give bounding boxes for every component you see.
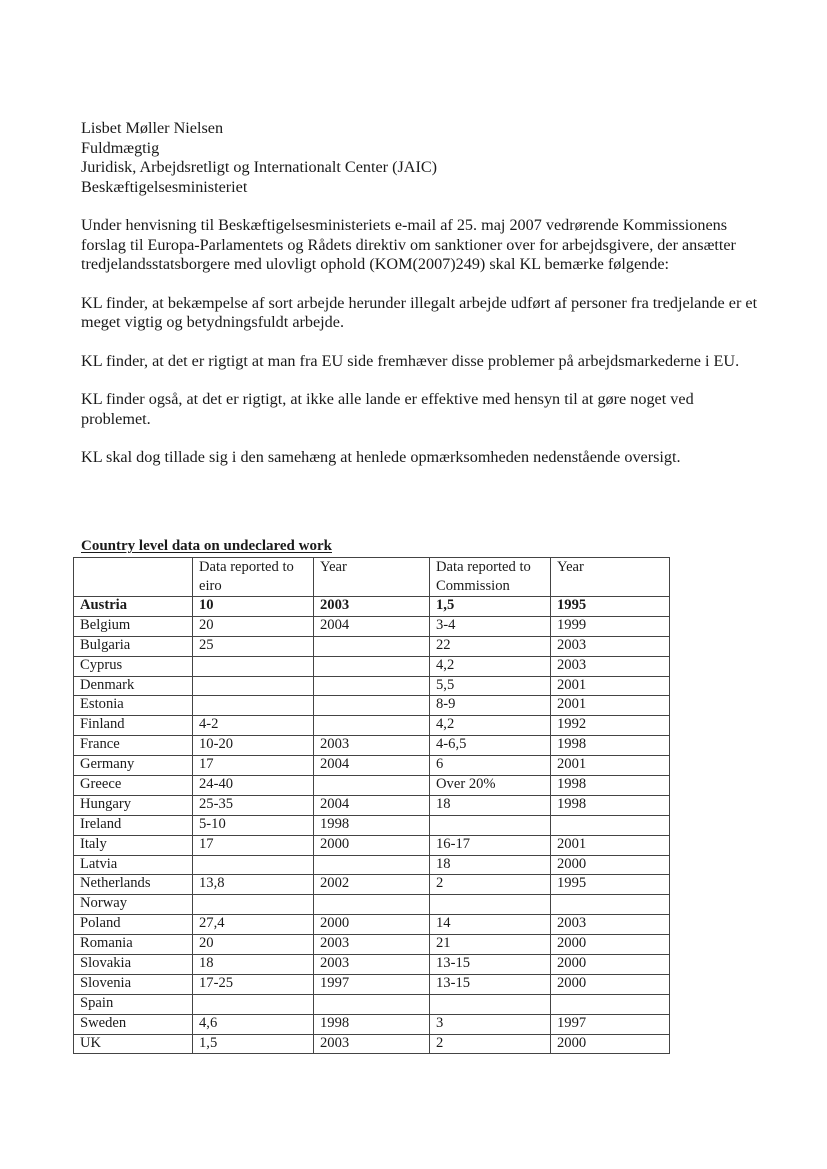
cell-commission-data: 21 xyxy=(430,935,551,955)
cell-commission-data: 5,5 xyxy=(430,676,551,696)
cell-country: Romania xyxy=(74,935,193,955)
sender-department: Juridisk, Arbejdsretligt og Internationalt Center (JAIC) xyxy=(81,158,438,176)
cell-country: Sweden xyxy=(74,1014,193,1034)
cell-eiro-data: 10 xyxy=(193,597,314,617)
cell-commission-year: 2000 xyxy=(551,855,670,875)
cell-eiro-year: 2003 xyxy=(314,597,430,617)
cell-commission-data: 14 xyxy=(430,915,551,935)
cell-eiro-data: 17 xyxy=(193,835,314,855)
cell-commission-year: 2003 xyxy=(551,915,670,935)
table-row xyxy=(74,895,670,915)
table-row xyxy=(74,616,670,636)
cell-commission-data: 2 xyxy=(430,1034,551,1054)
cell-country: Spain xyxy=(74,994,193,1014)
table-row xyxy=(74,716,670,736)
cell-country: Slovakia xyxy=(74,955,193,975)
table-title: Country level data on undeclared work xyxy=(81,538,332,554)
table-row xyxy=(74,795,670,815)
cell-eiro-year: 2004 xyxy=(314,756,430,776)
cell-commission-data: 13-15 xyxy=(430,974,551,994)
cell-commission-year xyxy=(551,994,670,1014)
table-row xyxy=(74,1034,670,1054)
cell-commission-year: 2003 xyxy=(551,636,670,656)
cell-eiro-year xyxy=(314,696,430,716)
cell-eiro-data: 13,8 xyxy=(193,875,314,895)
cell-eiro-data: 4-2 xyxy=(193,716,314,736)
cell-commission-year xyxy=(551,895,670,915)
cell-commission-data xyxy=(430,895,551,915)
cell-country: Cyprus xyxy=(74,656,193,676)
cell-eiro-year: 2003 xyxy=(314,736,430,756)
cell-commission-data: 13-15 xyxy=(430,955,551,975)
cell-commission-data: 18 xyxy=(430,795,551,815)
cell-commission-data: 4-6,5 xyxy=(430,736,551,756)
cell-eiro-year xyxy=(314,895,430,915)
header-commission-year: Year xyxy=(551,558,670,597)
header-eiro-year: Year xyxy=(314,558,430,597)
cell-eiro-year xyxy=(314,676,430,696)
cell-eiro-year: 2004 xyxy=(314,795,430,815)
cell-eiro-year: 2003 xyxy=(314,955,430,975)
cell-eiro-data xyxy=(193,895,314,915)
cell-eiro-year xyxy=(314,636,430,656)
cell-eiro-year: 2003 xyxy=(314,935,430,955)
cell-eiro-year: 1998 xyxy=(314,815,430,835)
cell-country: Bulgaria xyxy=(74,636,193,656)
cell-eiro-year xyxy=(314,994,430,1014)
cell-eiro-year: 2000 xyxy=(314,915,430,935)
table-row xyxy=(74,974,670,994)
paragraph-intro: Under henvisning til Beskæftigelsesministeriets e-mail af 25. maj 2007 vedrørende Kommissionens forslag til Europa-Parlamentets og Rådets direktiv om sanktioner over for arbejdsgivere, der ansætter tredjelandsstatsborgere med ulovligt ophold (KOM(2007)249) skal KL bemærke følgende: xyxy=(81,216,736,273)
cell-commission-data: 1,5 xyxy=(430,597,551,617)
table-row xyxy=(74,955,670,975)
table-row xyxy=(74,855,670,875)
cell-commission-data xyxy=(430,815,551,835)
cell-commission-data: 4,2 xyxy=(430,716,551,736)
cell-commission-year: 1997 xyxy=(551,1014,670,1034)
header-country xyxy=(74,558,193,597)
cell-country: Hungary xyxy=(74,795,193,815)
cell-commission-year: 2001 xyxy=(551,756,670,776)
paragraph-3: KL finder også, at det er rigtigt, at ikke alle lande er effektive med hensyn til at gøre noget ved problemet. xyxy=(81,390,694,428)
cell-country: Estonia xyxy=(74,696,193,716)
cell-country: Ireland xyxy=(74,815,193,835)
table-row xyxy=(74,1014,670,1034)
cell-country: UK xyxy=(74,1034,193,1054)
table-row xyxy=(74,696,670,716)
cell-commission-data: Over 20% xyxy=(430,776,551,796)
cell-country: Finland xyxy=(74,716,193,736)
cell-commission-year: 2000 xyxy=(551,974,670,994)
cell-commission-data: 4,2 xyxy=(430,656,551,676)
table-row xyxy=(74,935,670,955)
cell-country: Norway xyxy=(74,895,193,915)
paragraph-4: KL skal dog tillade sig i den samehæng at henlede opmærksomheden nedenstående oversigt. xyxy=(81,448,681,466)
table-row xyxy=(74,776,670,796)
cell-commission-data: 3 xyxy=(430,1014,551,1034)
cell-eiro-data xyxy=(193,696,314,716)
cell-country: Netherlands xyxy=(74,875,193,895)
cell-eiro-year: 2003 xyxy=(314,1034,430,1054)
header-commission-data: Data reported to Commission xyxy=(430,558,551,597)
cell-eiro-data: 4,6 xyxy=(193,1014,314,1034)
cell-commission-year: 1995 xyxy=(551,875,670,895)
cell-commission-year: 1998 xyxy=(551,736,670,756)
table-row xyxy=(74,994,670,1014)
cell-commission-year: 2001 xyxy=(551,835,670,855)
cell-eiro-data: 1,5 xyxy=(193,1034,314,1054)
cell-commission-year: 1992 xyxy=(551,716,670,736)
cell-eiro-data xyxy=(193,656,314,676)
cell-country: Latvia xyxy=(74,855,193,875)
cell-eiro-data: 27,4 xyxy=(193,915,314,935)
cell-eiro-year xyxy=(314,776,430,796)
cell-country: Italy xyxy=(74,835,193,855)
table-row xyxy=(74,597,670,617)
table-body xyxy=(74,597,670,1054)
undeclared-work-table xyxy=(73,557,670,1054)
cell-eiro-data: 17-25 xyxy=(193,974,314,994)
cell-eiro-year: 1997 xyxy=(314,974,430,994)
cell-eiro-year xyxy=(314,716,430,736)
cell-eiro-data xyxy=(193,994,314,1014)
cell-commission-data: 6 xyxy=(430,756,551,776)
sender-name: Lisbet Møller Nielsen xyxy=(81,119,224,137)
table-row xyxy=(74,656,670,676)
cell-commission-year: 2000 xyxy=(551,935,670,955)
cell-country: Germany xyxy=(74,756,193,776)
cell-commission-year: 2001 xyxy=(551,676,670,696)
table-row xyxy=(74,915,670,935)
table-header-row xyxy=(74,558,670,597)
cell-eiro-year: 2004 xyxy=(314,616,430,636)
table-row xyxy=(74,875,670,895)
cell-eiro-data: 20 xyxy=(193,935,314,955)
cell-country: Belgium xyxy=(74,616,193,636)
table-row xyxy=(74,835,670,855)
cell-commission-year: 2000 xyxy=(551,955,670,975)
cell-country: Greece xyxy=(74,776,193,796)
table-row xyxy=(74,815,670,835)
cell-eiro-data xyxy=(193,676,314,696)
table-row xyxy=(74,736,670,756)
sender-ministry: Beskæftigelsesministeriet xyxy=(81,177,248,196)
cell-country: Slovenia xyxy=(74,974,193,994)
cell-eiro-data: 25 xyxy=(193,636,314,656)
cell-commission-year: 1998 xyxy=(551,795,670,815)
cell-eiro-year xyxy=(314,656,430,676)
cell-commission-year: 2001 xyxy=(551,696,670,716)
cell-eiro-data: 17 xyxy=(193,756,314,776)
sender-title: Fuldmægtig xyxy=(81,138,160,157)
cell-country: France xyxy=(74,736,193,756)
cell-commission-data: 3-4 xyxy=(430,616,551,636)
letter-body xyxy=(81,119,761,487)
cell-eiro-data: 24-40 xyxy=(193,776,314,796)
cell-commission-data: 18 xyxy=(430,855,551,875)
cell-eiro-data: 10-20 xyxy=(193,736,314,756)
cell-eiro-year xyxy=(314,855,430,875)
header-eiro-data: Data reported to eiro xyxy=(193,558,314,597)
cell-country: Denmark xyxy=(74,676,193,696)
cell-commission-year: 2003 xyxy=(551,656,670,676)
cell-commission-data: 16-17 xyxy=(430,835,551,855)
paragraph-2: KL finder, at det er rigtigt at man fra EU side fremhæver disse problemer på arbejdsmarkederne i EU. xyxy=(81,351,740,370)
cell-eiro-data: 5-10 xyxy=(193,815,314,835)
cell-eiro-data: 25-35 xyxy=(193,795,314,815)
cell-eiro-year: 2002 xyxy=(314,875,430,895)
cell-commission-data: 8-9 xyxy=(430,696,551,716)
cell-commission-year xyxy=(551,815,670,835)
cell-eiro-data xyxy=(193,855,314,875)
cell-commission-data: 22 xyxy=(430,636,551,656)
cell-commission-year: 1999 xyxy=(551,616,670,636)
cell-eiro-year: 2000 xyxy=(314,835,430,855)
cell-country: Austria xyxy=(74,597,193,617)
cell-eiro-year: 1998 xyxy=(314,1014,430,1034)
cell-eiro-data: 20 xyxy=(193,616,314,636)
cell-commission-data: 2 xyxy=(430,875,551,895)
cell-country: Poland xyxy=(74,915,193,935)
cell-eiro-data: 18 xyxy=(193,955,314,975)
table-row xyxy=(74,676,670,696)
table-row xyxy=(74,756,670,776)
cell-commission-data xyxy=(430,994,551,1014)
cell-commission-year: 1995 xyxy=(551,597,670,617)
cell-commission-year: 2000 xyxy=(551,1034,670,1054)
cell-commission-year: 1998 xyxy=(551,776,670,796)
paragraph-1: KL finder, at bekæmpelse af sort arbejde herunder illegalt arbejde udført af personer fra tredjelande er et meget vigtig og betydningsfuldt arbejde. xyxy=(81,293,758,331)
table-row xyxy=(74,636,670,656)
